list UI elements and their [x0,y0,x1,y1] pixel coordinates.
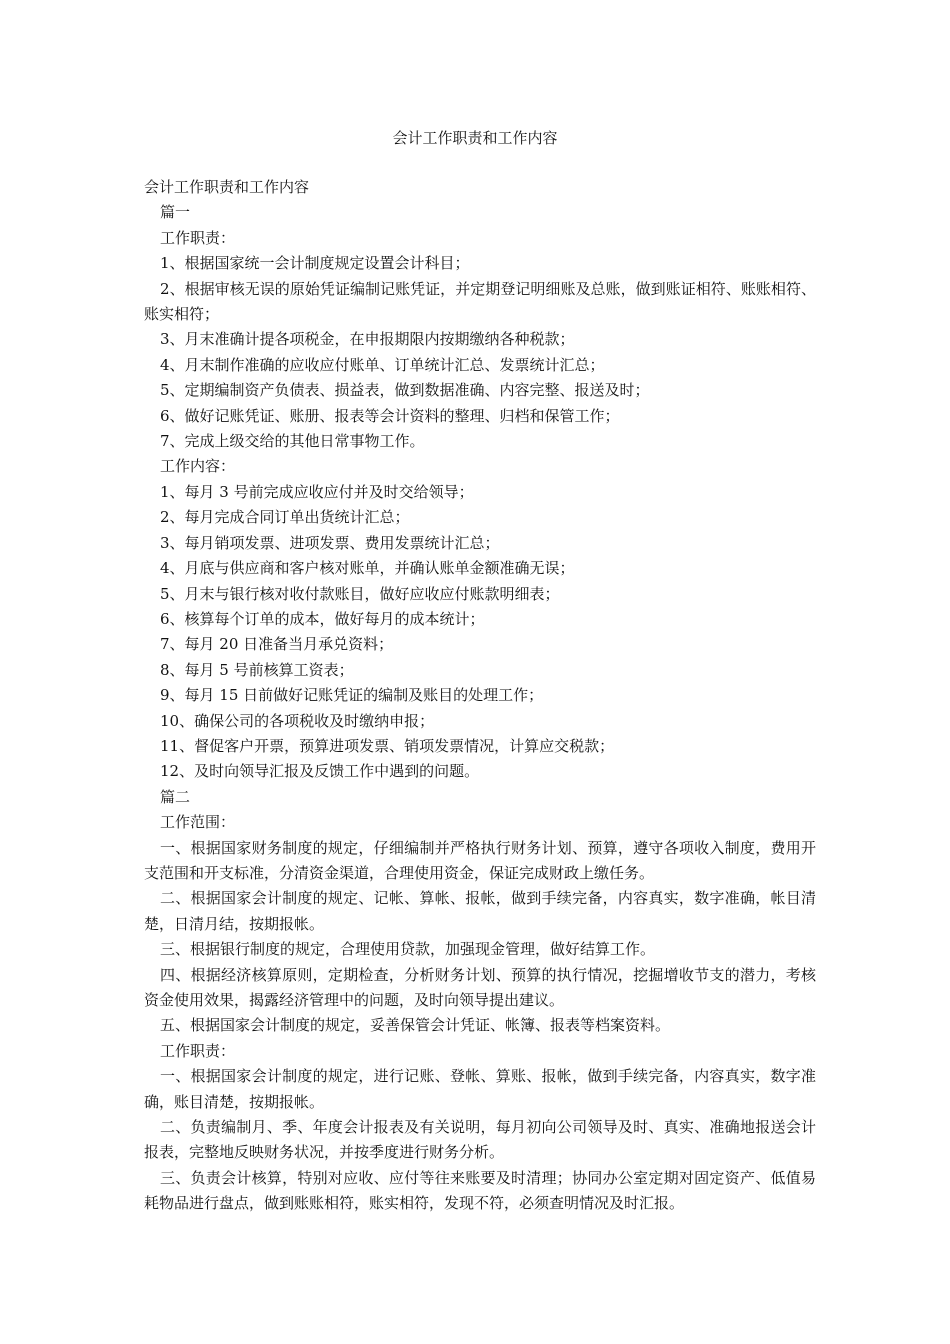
part-two-label: 篇二 [160,787,191,806]
duty-item: 一、根据国家会计制度的规定，进行记账、登帐、算账、报帐，做到手续完备，内容真实，数字准确，账目清楚，按期报帐。 [144,1067,816,1111]
scope-item: 一、根据国家财务制度的规定，仔细编制并严格执行财务计划、预算，遵守各项收入制度，费用开支范围和开支标准，分清资金渠道，合理使用资金，保证完成财政上缴任务。 [144,838,816,882]
content-item: 12、及时向领导汇报及反馈工作中遇到的问题。 [160,762,480,781]
document-heading: 会计工作职责和工作内容 [144,178,310,196]
part-one-duties-label: 工作职责： [160,228,236,247]
document-body [144,175,816,1217]
content-item: 6、核算每个订单的成本，做好每月的成本统计； [160,609,485,628]
duty-item: 二、负责编制月、季、年度会计报表及有关说明，每月初向公司领导及时、真实、准确地报送会计报表，完整地反映财务状况，并按季度进行财务分析。 [144,1118,816,1162]
content-item: 1、每月 3 号前完成应收应付并及时交给领导； [160,482,474,501]
duty-item: 7、完成上级交给的其他日常事物工作。 [160,432,425,451]
duty-item: 三、负责会计核算，特别对应收、应付等往来账要及时清理；协同办公室定期对固定资产、低值易耗物品进行盘点，做到账账相符，账实相符，发现不符，必须查明情况及时汇报。 [144,1168,816,1213]
part-two-duties-label: 工作职责： [160,1041,236,1060]
content-item: 10、确保公司的各项税收及时缴纳申报； [160,711,435,730]
content-item: 9、每月 15 日前做好记账凭证的编制及账目的处理工作； [160,686,544,705]
part-two-scope-label: 工作范围： [160,813,236,832]
duty-item: 6、做好记账凭证、账册、报表等会计资料的整理、归档和保管工作； [160,406,620,425]
scope-item: 四、根据经济核算原则，定期检查，分析财务计划、预算的执行情况，挖掘增收节支的潜力，考核资金使用效果，揭露经济管理中的问题，及时向领导提出建议。 [144,965,816,1009]
content-item: 8、每月 5 号前核算工资表； [160,660,354,679]
duty-item: 2、根据审核无误的原始凭证编制记账凭证，并定期登记明细账及总账，做到账证相符、账账相符、账实相符； [144,279,816,324]
content-item: 2、每月完成合同订单出货统计汇总； [160,508,410,527]
scope-item: 三、根据银行制度的规定，合理使用贷款，加强现金管理，做好结算工作。 [160,940,656,959]
duty-item: 4、月末制作准确的应收应付账单、订单统计汇总、发票统计汇总； [160,355,605,374]
scope-item: 五、根据国家会计制度的规定，妥善保管会计凭证、帐簿、报表等档案资料。 [160,1016,671,1035]
scope-item: 二、根据国家会计制度的规定、记帐、算帐、报帐，做到手续完备，内容真实，数字准确，帐目清楚，日清月结，按期报帐。 [144,889,816,933]
content-item: 11、督促客户开票，预算进项发票、销项发票情况，计算应交税款； [160,736,615,755]
duty-item: 5、定期编制资产负债表、损益表，做到数据准确、内容完整、报送及时； [160,381,650,400]
document-title: 会计工作职责和工作内容 [392,129,558,147]
part-one-label: 篇一 [160,203,191,222]
content-item: 7、每月 20 日准备当月承兑资料； [160,635,394,654]
duty-item: 3、月末准确计提各项税金，在申报期限内按期缴纳各种税款； [160,330,575,349]
content-item: 5、月末与银行核对收付款账目，做好应收应付账款明细表； [160,584,560,603]
part-one-content-label: 工作内容： [160,457,236,476]
content-item: 4、月底与供应商和客户核对账单，并确认账单金额准确无误； [160,559,575,578]
content-item: 3、每月销项发票、进项发票、费用发票统计汇总； [160,533,500,552]
duty-item: 1、根据国家统一会计制度规定设置会计科目； [160,254,470,273]
